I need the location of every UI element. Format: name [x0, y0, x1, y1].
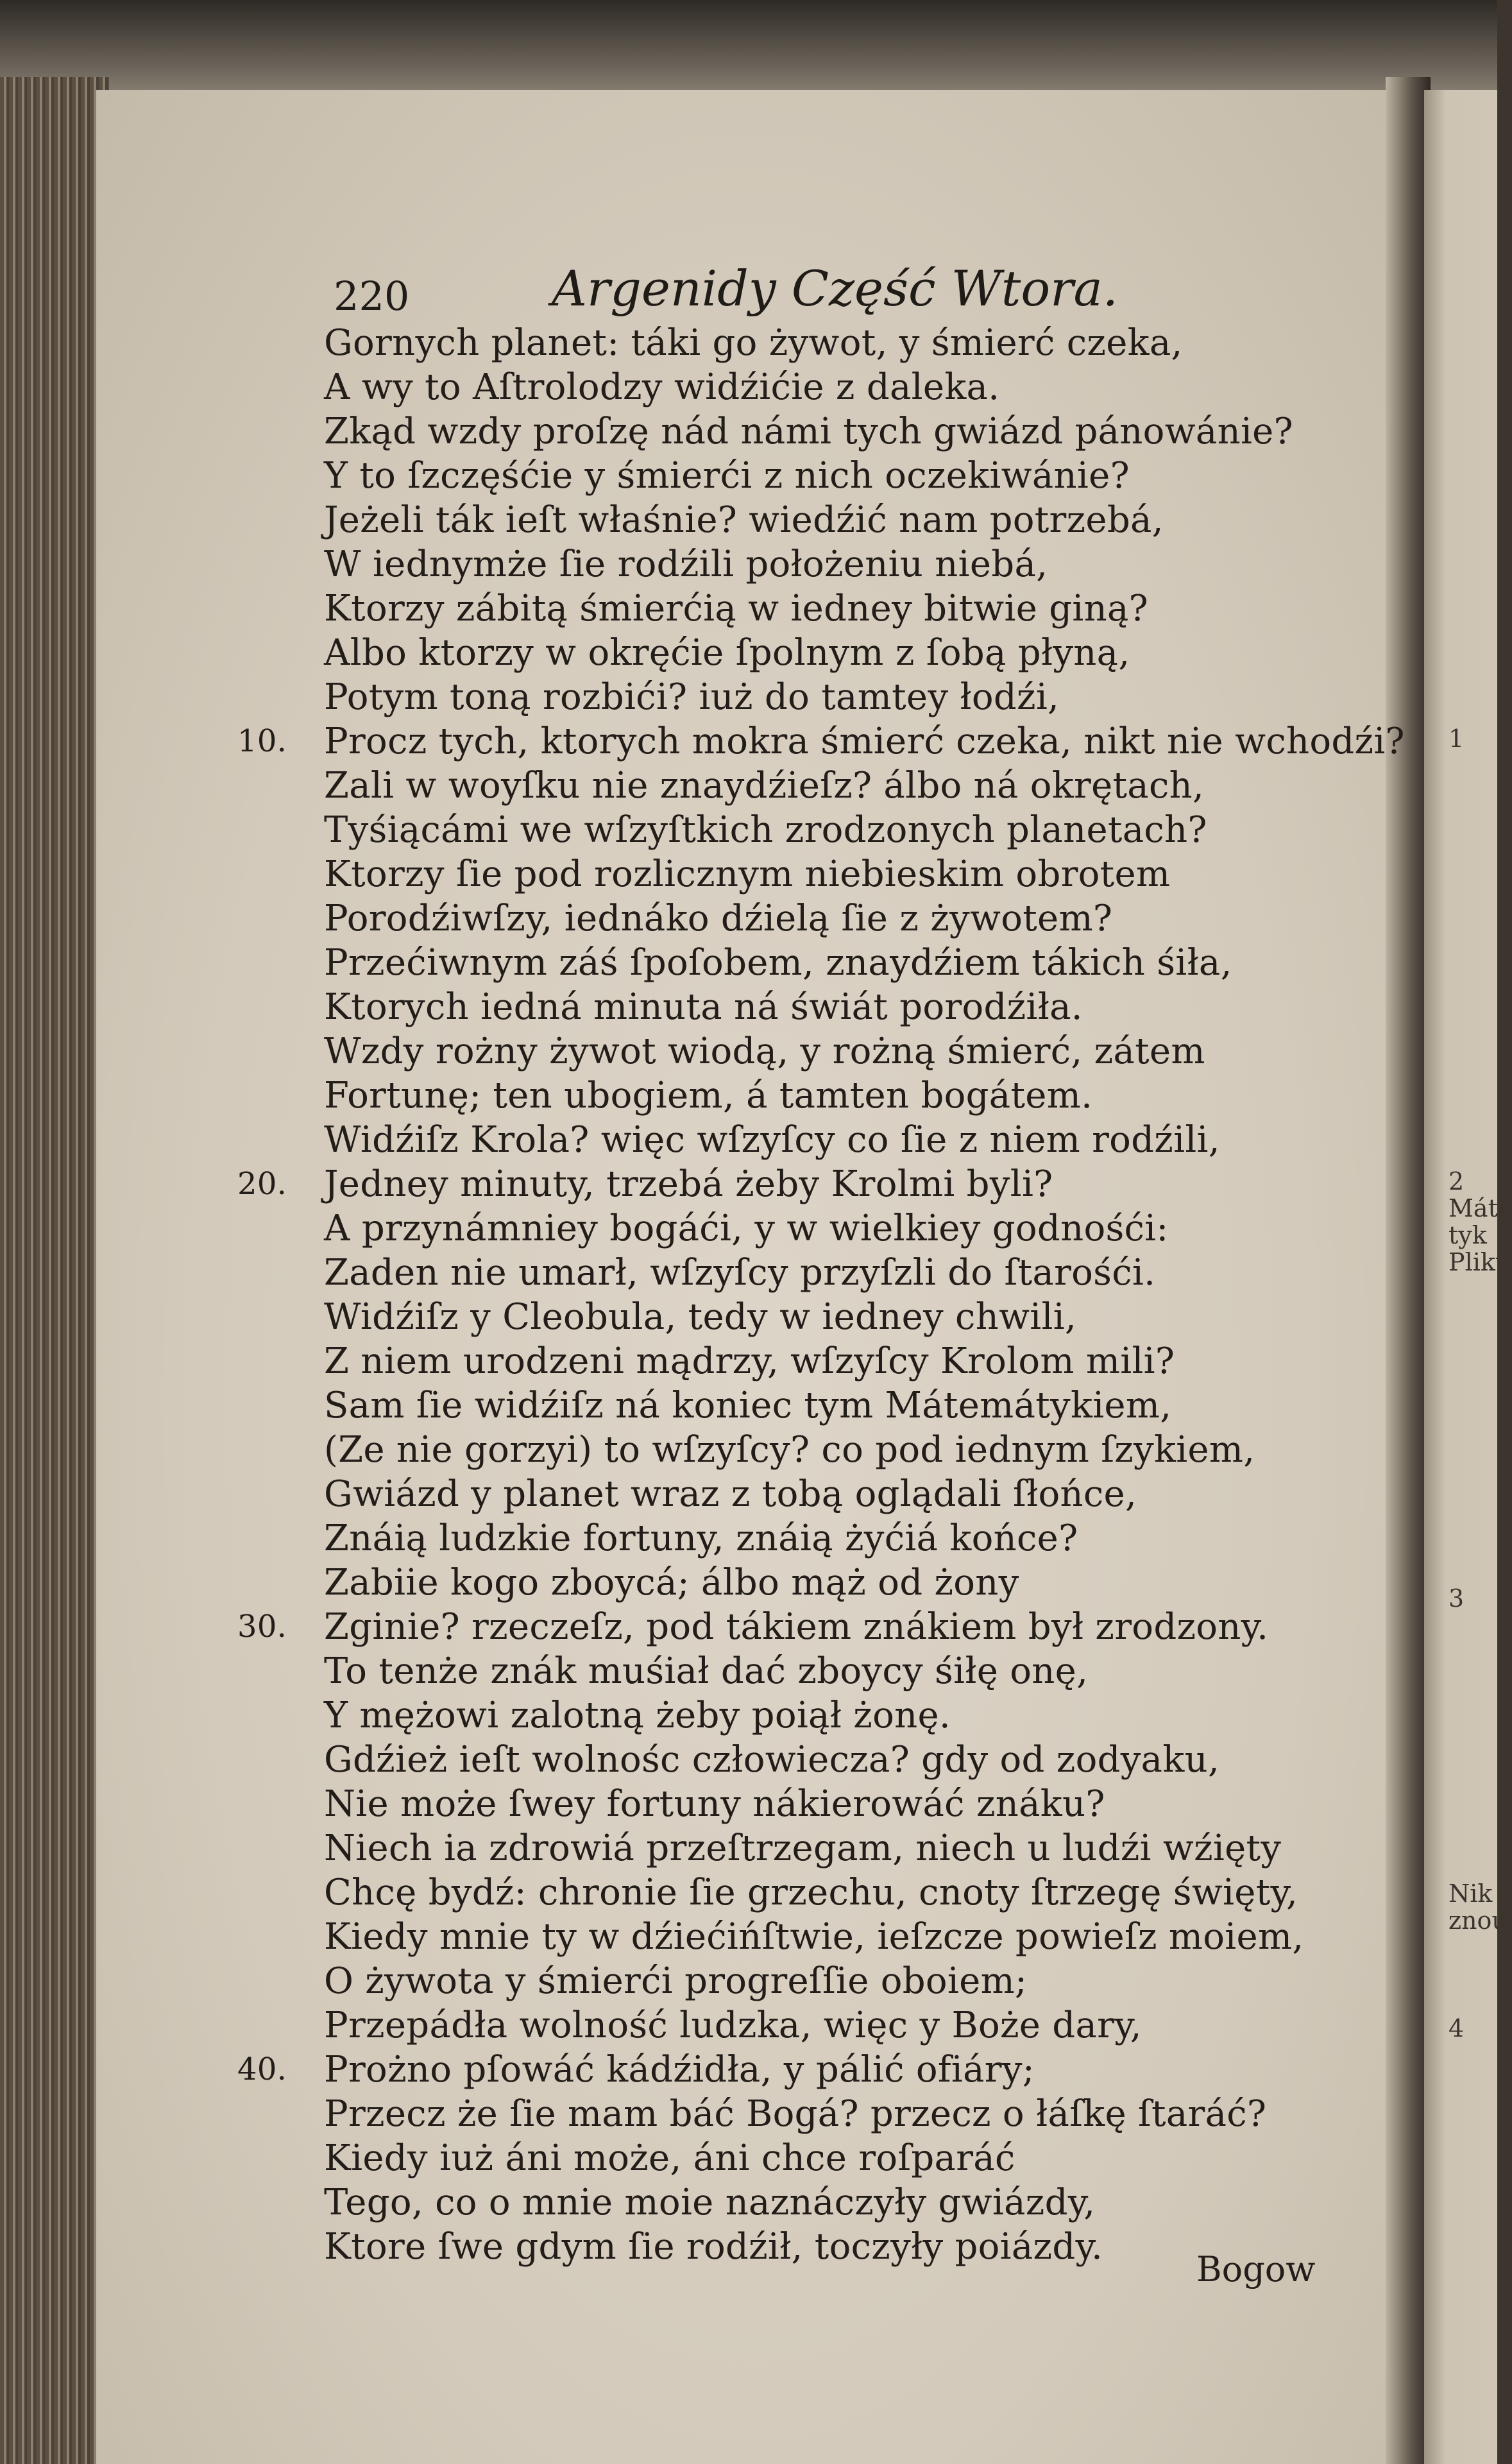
- verse-line: [324, 1118, 1389, 1162]
- verse-text: Przepádła wolność ludzka, więc y Boże dary,: [324, 2005, 1142, 2046]
- verse-text: Zabiie kogo zboycá; álbo mąż od żony: [324, 1562, 1019, 1604]
- verse-line: [324, 1649, 1389, 1693]
- verse-line: [324, 1738, 1389, 1782]
- verse-text: Kiedy iuż áni może, áni chce roſparáć: [324, 2137, 1015, 2179]
- verse-line: [324, 941, 1389, 985]
- verse-line: [324, 454, 1389, 498]
- page-stack-edge: [0, 77, 109, 2464]
- verse-line: [324, 1870, 1389, 1915]
- verse-line: [324, 1383, 1389, 1428]
- verse-text: Albo ktorzy w okręćie ſpolnym z ſobą płyną,: [324, 632, 1130, 674]
- verse-line: [324, 985, 1389, 1029]
- verse-line: [324, 1782, 1389, 1826]
- verse-line: [324, 764, 1389, 808]
- verse-line: [324, 2136, 1389, 2180]
- verse-line: [324, 321, 1389, 365]
- facing-page-text: 4: [1448, 2014, 1465, 2042]
- verse-text: A wy to Aſtrolodzy widźićie z daleka.: [324, 366, 1000, 408]
- line-number: 20.: [237, 1166, 287, 1202]
- verse-line: [324, 675, 1389, 719]
- verse-line: [324, 1915, 1389, 1959]
- verse-line: [324, 1516, 1389, 1561]
- verse-text: Fortunę; ten ubogiem, á tamten bogátem.: [324, 1075, 1093, 1116]
- catchword: Bogow: [1196, 2249, 1316, 2289]
- verse-line: [324, 808, 1389, 852]
- verse-line: [324, 1826, 1389, 1870]
- verse-text: (Ze nie gorzyi) to wſzyſcy? co pod iednym ſzykiem,: [324, 1429, 1255, 1471]
- verse-line: [324, 1693, 1389, 1738]
- verse-text: Przecz że ſie mam báć Bogá? przecz o łáſkę ſtaráć?: [324, 2093, 1267, 2135]
- verse-line: [324, 852, 1389, 896]
- verse-text: Ktorzy ſie pod rozlicznym niebieskim obrotem: [324, 853, 1171, 895]
- verse-line: [324, 1206, 1389, 1251]
- verse-line: [324, 365, 1389, 409]
- verse-block: [237, 321, 1405, 2269]
- verse-text: Wzdy rożny żywot wiodą, y rożną śmierć, zátem: [324, 1031, 1205, 1072]
- verse-line: [237, 719, 1405, 764]
- verse-text: W iednymże ſie rodźili położeniu niebá,: [324, 543, 1048, 585]
- verse-text: Ktore ſwe gdym ſie rodźił, toczyły poiázdy.: [324, 2226, 1103, 2268]
- verse-line: [324, 2003, 1389, 2048]
- verse-line: [324, 1295, 1389, 1339]
- verse-text: Nie może ſwey fortuny nákierowáć znáku?: [324, 1783, 1105, 1825]
- verse-text: Widźiſz y Cleobula, tedy w iedney chwili,: [324, 1296, 1077, 1338]
- verse-line: [324, 1074, 1389, 1118]
- verse-text: Prożno pſowáć kádźidła, y pálić ofiáry;: [324, 2049, 1035, 2091]
- verse-text: A przynámniey bogáći, y w wielkiey godnośći:: [324, 1208, 1169, 1249]
- verse-text: Procz tych, ktorych mokra śmierć czeka, nikt nie wchodźi?: [324, 721, 1405, 762]
- verse-line: [324, 896, 1389, 941]
- verse-line: [237, 1605, 1389, 1649]
- verse-line: [324, 1029, 1389, 1074]
- verse-line: [324, 1428, 1389, 1472]
- verse-line: [324, 1561, 1389, 1605]
- verse-text: Y mężowi zalotną żeby poiął żonę.: [324, 1695, 951, 1736]
- facing-page-fragment: [1424, 90, 1512, 2464]
- facing-page-text: 1: [1448, 724, 1465, 753]
- verse-line: [324, 1251, 1389, 1295]
- verse-text: Znáią ludzkie fortuny, znáią żyćiá końce?: [324, 1518, 1078, 1559]
- verse-line: [324, 586, 1389, 631]
- verse-text: To tenże znák muśiał dać zboycy śiłę onę,: [324, 1650, 1089, 1692]
- verse-text: Jedney minuty, trzebá żeby Krolmi byli?: [324, 1163, 1053, 1205]
- verse-text: Jeżeli ták ieſt właśnie? wiedźić nam potrzebá,: [324, 499, 1164, 541]
- verse-line: [324, 498, 1389, 542]
- verse-text: Y to ſzczęśćie y śmierći z nich oczekiwánie?: [324, 455, 1130, 497]
- verse-text: Przećiwnym záś ſpoſobem, znaydźiem tákich śiła,: [324, 942, 1232, 984]
- verse-line: [324, 1339, 1389, 1383]
- book-top-edge: [0, 0, 1497, 96]
- verse-line: [324, 542, 1389, 586]
- verse-text: Chcę bydź: chronie ſie grzechu, cnoty ſtrzegę święty,: [324, 1872, 1298, 1913]
- verse-text: Ktorzy zábitą śmierćią w iedney bitwie giną?: [324, 588, 1148, 629]
- verse-text: O żywota y śmierći progreſſie oboiem;: [324, 1960, 1028, 2002]
- page-number: 220: [334, 273, 410, 320]
- verse-line: [324, 1959, 1389, 2003]
- verse-text: Widźiſz Krola? więc wſzyſcy co ſie z niem rodźili,: [324, 1119, 1220, 1161]
- verse-text: Porodźiwſzy, iednáko dźielą ſie z żywotem?: [324, 898, 1113, 939]
- verse-text: Ktorych iedná minuta ná świát porodźiła.: [324, 986, 1083, 1028]
- verse-text: Gornych planet: táki go żywot, y śmierć czeka,: [324, 322, 1183, 364]
- verse-line: [324, 2092, 1389, 2136]
- verse-text: Sam ſie widźiſz ná koniec tym Mátemátykiem,: [324, 1385, 1172, 1426]
- verse-text: Niech ia zdrowiá przeſtrzegam, niech u ludźi wźięty: [324, 1827, 1282, 1869]
- verse-line: [324, 2180, 1389, 2225]
- verse-text: Zginie? rzeczeſz, pod tákiem znákiem był zrodzony.: [324, 1606, 1269, 1648]
- page-header: [334, 260, 1168, 318]
- verse-text: Tyśiącámi we wſzyſtkich zrodzonych planetach?: [324, 809, 1207, 851]
- verse-line: [237, 2048, 1389, 2092]
- line-number: 40.: [237, 2051, 287, 2087]
- verse-text: Zali w woyſku nie znaydźieſz? álbo ná okrętach,: [324, 765, 1205, 807]
- verse-text: Kiedy mnie ty w dźiećińſtwie, ieſzcze powieſz moiem,: [324, 1916, 1304, 1958]
- verse-text: Zaden nie umarł, wſzyſcy przyſzli do ſtarośći.: [324, 1252, 1156, 1294]
- verse-line: [324, 1472, 1389, 1516]
- verse-text: Z niem urodzeni mądrzy, wſzyſcy Krolom mili?: [324, 1340, 1175, 1382]
- line-number: 30.: [237, 1609, 287, 1645]
- verse-text: Gwiázd y planet wraz z tobą oglądali ſłońce,: [324, 1473, 1137, 1515]
- verse-text: Potym toną rozbići? iuż do tamtey łodźi,: [324, 676, 1060, 718]
- running-title: Argenidy Część Wtora.: [552, 260, 1118, 317]
- verse-line: [237, 1162, 1389, 1206]
- verse-line: [324, 409, 1389, 454]
- facing-page-text: Nik znou: [1448, 1879, 1508, 1935]
- facing-page-text: 3: [1448, 1584, 1465, 1613]
- verse-text: Zkąd wzdy proſzę nád námi tych gwiázd pánowánie?: [324, 411, 1293, 452]
- line-number: 10.: [237, 723, 287, 759]
- facing-page-text: 2 Máte tyk Pliku: [1448, 1167, 1512, 1276]
- verse-text: Gdźież ieſt wolnośc człowiecza? gdy od zodyaku,: [324, 1739, 1220, 1781]
- verse-text: Tego, co o mnie moie naznáczyły gwiázdy,: [324, 2182, 1096, 2223]
- verse-line: [324, 631, 1389, 675]
